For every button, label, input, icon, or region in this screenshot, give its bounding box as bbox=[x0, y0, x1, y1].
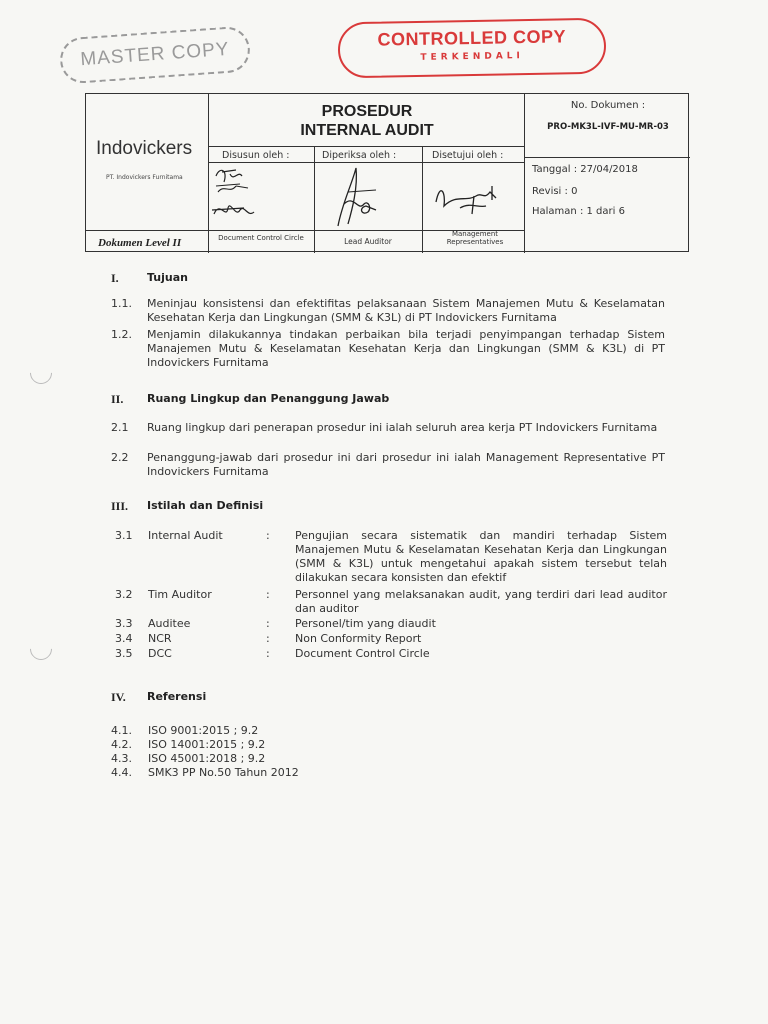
reference-text: ISO 45001:2018 ; 9.2 bbox=[148, 752, 266, 765]
signature-lead-auditor bbox=[318, 164, 418, 230]
term-name: Internal Audit bbox=[148, 529, 223, 542]
section-title: Istilah dan Definisi bbox=[147, 499, 264, 512]
term-name: NCR bbox=[148, 632, 172, 645]
controlled-copy-subtext: TERKENDALI bbox=[420, 51, 524, 63]
section-number: II. bbox=[111, 392, 124, 406]
term-colon: : bbox=[266, 529, 270, 542]
term-definition: Personnel yang melaksanakan audit, yang terdiri dari lead auditor dan auditor bbox=[295, 588, 667, 615]
section-number: IV. bbox=[111, 690, 126, 704]
signature-management-rep bbox=[426, 172, 522, 224]
title-line-1: PROSEDUR bbox=[321, 103, 413, 120]
term-name: Auditee bbox=[148, 617, 191, 630]
term-definition: Pengujian secara sistematik dan mandiri terhadap Sistem Manajemen Mutu & Keselamatan Kesehatan Kerja dan Lingkungan (SMM & K3L) untuk mengetahui apakah sistem tersebut telah dilakukan secara konsisten dan efektif bbox=[295, 529, 667, 584]
disusun-label: Disusun oleh : bbox=[222, 150, 290, 161]
halaman: Halaman : 1 dari 6 bbox=[532, 206, 625, 217]
disetujui-label: Disetujui oleh : bbox=[432, 150, 504, 161]
reference-number: 4.4. bbox=[111, 766, 132, 779]
revisi: Revisi : 0 bbox=[532, 186, 578, 197]
item-number: 2.1 bbox=[111, 421, 129, 434]
reference-number: 4.3. bbox=[111, 752, 132, 765]
reference-text: ISO 9001:2015 ; 9.2 bbox=[148, 724, 259, 737]
signature-document-control bbox=[210, 164, 314, 230]
tanggal: Tanggal : 27/04/2018 bbox=[532, 164, 638, 175]
term-definition: Non Conformity Report bbox=[295, 632, 422, 645]
document-level: Dokumen Level II bbox=[98, 237, 182, 249]
term-colon: : bbox=[266, 617, 270, 630]
term-number: 3.4 bbox=[115, 632, 133, 645]
section-title: Tujuan bbox=[147, 271, 188, 284]
term-colon: : bbox=[266, 647, 270, 660]
section-number: III. bbox=[111, 499, 129, 513]
role-document-control: Document Control Circle bbox=[218, 234, 304, 242]
master-copy-stamp: MASTER COPY bbox=[59, 25, 252, 84]
reference-number: 4.1. bbox=[111, 724, 132, 737]
item-text: Meninjau konsistensi dan efektifitas pelaksanaan Sistem Manajemen Mutu & Keselamatan Kesehatan Kerja dan Lingkungan (SMM & K3L) di PT Indovickers Furnitama bbox=[147, 297, 665, 324]
term-number: 3.5 bbox=[115, 647, 133, 660]
term-colon: : bbox=[266, 588, 270, 601]
role-lead-auditor: Lead Auditor bbox=[344, 237, 392, 246]
punch-hole-mark bbox=[25, 357, 56, 388]
term-name: Tim Auditor bbox=[148, 588, 212, 601]
term-number: 3.2 bbox=[115, 588, 133, 601]
reference-text: SMK3 PP No.50 Tahun 2012 bbox=[148, 766, 299, 779]
section-number: I. bbox=[111, 271, 119, 285]
item-text: Menjamin dilakukannya tindakan perbaikan bila terjadi penyimpangan terhadap Sistem Manajemen Mutu & Keselamatan Kesehatan Kerja dan Lingkungan (SMM & K3L) di PT Indovickers Furnitama bbox=[147, 328, 665, 369]
term-number: 3.3 bbox=[115, 617, 133, 630]
reference-text: ISO 14001:2015 ; 9.2 bbox=[148, 738, 266, 751]
item-text: Penanggung-jawab dari prosedur ini dari prosedur ini ialah Management Representative PT Indovickers Furnitama bbox=[147, 451, 665, 478]
role-management-rep: Management Representatives bbox=[446, 230, 504, 246]
item-number: 2.2 bbox=[111, 451, 129, 464]
company-full-name: PT. Indovickers Furnitama bbox=[106, 174, 183, 181]
document-header-table bbox=[85, 93, 689, 252]
section-title: Referensi bbox=[147, 690, 207, 703]
item-number: 1.1. bbox=[111, 297, 132, 310]
company-name: Indovickers bbox=[96, 138, 193, 159]
term-definition: Document Control Circle bbox=[295, 647, 430, 660]
item-text: Ruang lingkup dari penerapan prosedur ini ialah seluruh area kerja PT Indovickers Furnitama bbox=[147, 421, 658, 434]
section-title: Ruang Lingkup dan Penanggung Jawab bbox=[147, 392, 390, 405]
term-colon: : bbox=[266, 632, 270, 645]
title-line-2: INTERNAL AUDIT bbox=[300, 122, 434, 139]
document-title bbox=[210, 102, 524, 140]
controlled-copy-stamp bbox=[338, 18, 607, 79]
punch-hole-mark bbox=[25, 633, 56, 664]
reference-number: 4.2. bbox=[111, 738, 132, 751]
doc-number: PRO-MK3L-IVF-MU-MR-03 bbox=[547, 122, 669, 132]
diperiksa-label: Diperiksa oleh : bbox=[322, 150, 397, 161]
term-name: DCC bbox=[148, 647, 172, 660]
item-number: 1.2. bbox=[111, 328, 132, 341]
controlled-copy-text: CONTROLLED COPY bbox=[377, 26, 567, 50]
term-number: 3.1 bbox=[115, 529, 133, 542]
term-definition: Personel/tim yang diaudit bbox=[295, 617, 436, 630]
doc-number-label: No. Dokumen : bbox=[570, 100, 646, 111]
